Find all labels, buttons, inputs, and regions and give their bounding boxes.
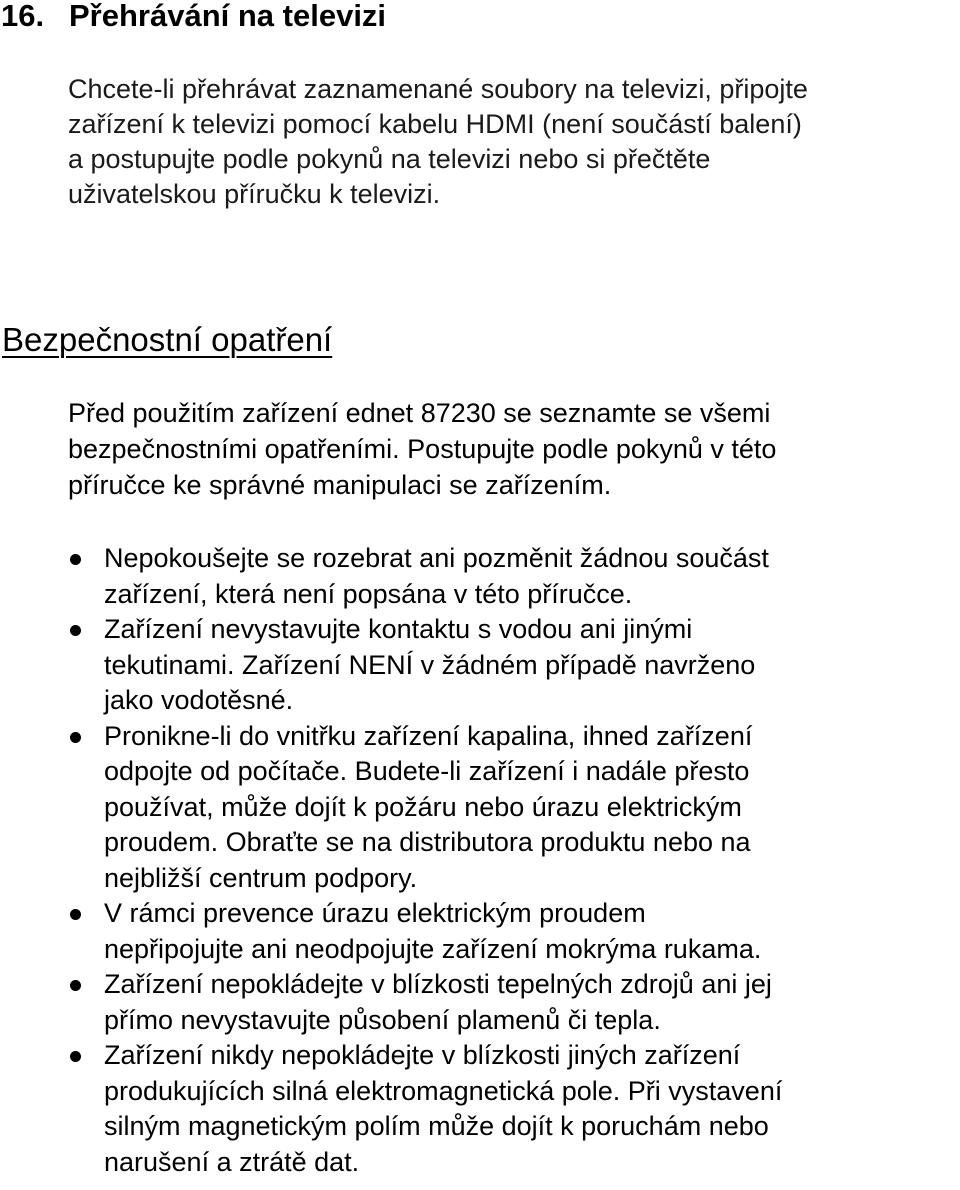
bullet-dot-icon xyxy=(70,625,81,636)
safety-intro-line: bezpečnostními opatřeními. Postupujte podle pokynů v této xyxy=(68,434,777,464)
section-intro-paragraph xyxy=(68,72,960,212)
safety-rules-list xyxy=(0,541,960,1180)
rule-line: narušení a ztrátě dat. xyxy=(104,1146,360,1177)
rule-line: nejbližší centrum podpory. xyxy=(104,862,418,893)
safety-rule-item xyxy=(0,1038,960,1180)
rule-line: odpojte od počítače. Budete-li zařízení i nadále přesto xyxy=(104,756,750,786)
safety-rule-item xyxy=(0,896,960,967)
bullet-dot-icon xyxy=(70,909,81,920)
rule-line: V rámci prevence úrazu elektrickým proudem xyxy=(104,898,646,928)
rule-line: silným magnetickým polím může dojít k poruchám nebo xyxy=(104,1111,769,1141)
bullet-dot-icon xyxy=(70,980,81,991)
rule-line: používat, může dojít k požáru nebo úrazu elektrickým xyxy=(104,791,742,822)
section-title: Přehrávání na televizi xyxy=(69,0,387,33)
bullet-dot-icon xyxy=(70,1051,81,1062)
safety-rule-item xyxy=(0,541,960,612)
section-number: 16. xyxy=(1,0,45,33)
rule-line: jako vodotěsné. xyxy=(104,685,294,715)
safety-intro-paragraph xyxy=(68,395,960,503)
bullet-dot-icon xyxy=(70,554,81,565)
intro-line: uživatelskou příručku k televizi. xyxy=(68,179,441,209)
safety-intro-line: příručce ke správné manipulaci se zařízením. xyxy=(68,470,612,500)
safety-rule-item xyxy=(0,719,960,897)
rule-line: Zařízení nepokládejte v blízkosti tepelných zdrojů ani jej xyxy=(104,969,772,999)
safety-rule-item xyxy=(0,967,960,1038)
safety-rule-item xyxy=(0,612,960,719)
rule-line: Nepokoušejte se rozebrat ani pozměnit žádnou součást xyxy=(104,543,769,573)
intro-line: zařízení k televizi pomocí kabelu HDMI (není součástí balení) xyxy=(68,109,802,139)
rule-line: proudem. Obraťte se na distributora produktu nebo na xyxy=(104,827,751,857)
rule-line: Pronikne-li do vnitřku zařízení kapalina, ihned zařízení xyxy=(104,720,753,751)
rule-line: Zařízení nikdy nepokládejte v blízkosti jiných zařízení xyxy=(104,1040,741,1070)
rule-line: tekutinami. Zařízení NENÍ v žádném případě navrženo xyxy=(104,649,756,680)
section-heading xyxy=(1,0,386,36)
rule-line: produkujících silná elektromagnetická pole. Při vystavení xyxy=(104,1075,783,1106)
intro-line: Chcete-li přehrávat zaznamenané soubory na televizi, připojte xyxy=(68,74,808,104)
rule-line: přímo nevystavujte působení plamenů či tepla. xyxy=(104,1004,661,1035)
safety-intro-line: Před použitím zařízení ednet 87230 se seznamte se všemi xyxy=(68,398,771,428)
rule-line: nepřipojujte ani neodpojujte zařízení mokrýma rukama. xyxy=(104,933,762,964)
intro-line: a postupujte podle pokynů na televizi nebo si přečtěte xyxy=(68,144,711,174)
safety-heading: Bezpečnostní opatření xyxy=(2,321,333,358)
rule-line: Zařízení nevystavujte kontaktu s vodou ani jinými xyxy=(104,614,693,644)
rule-line: zařízení, která není popsána v této příručce. xyxy=(104,578,633,609)
bullet-dot-icon xyxy=(70,732,81,743)
